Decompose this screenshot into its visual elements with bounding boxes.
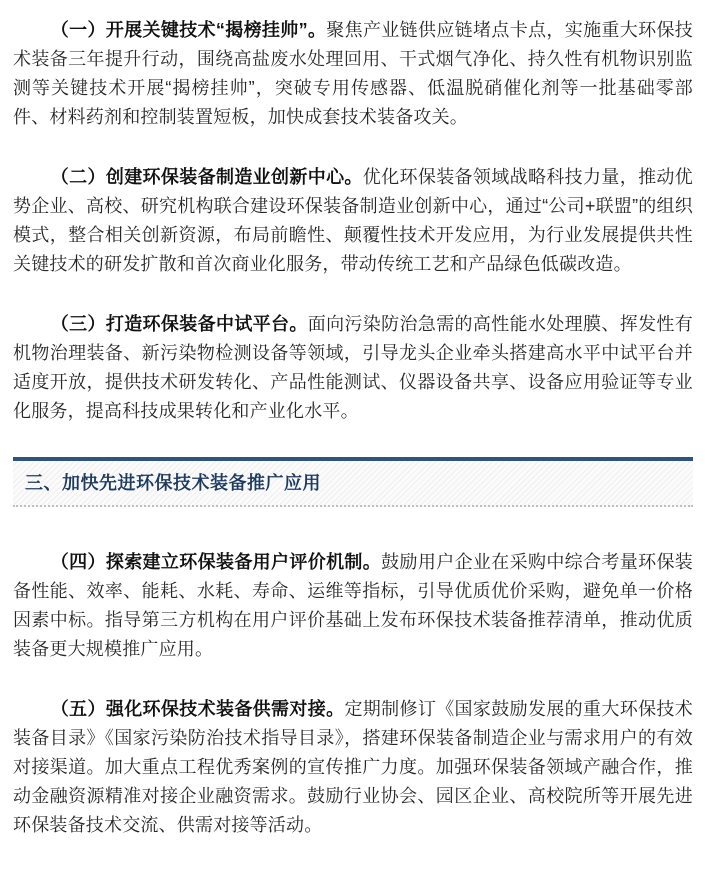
paragraph-item-1 — [13, 16, 693, 132]
paragraph-item-4 — [13, 548, 693, 664]
paragraph-item-5 — [13, 695, 693, 840]
paragraph-text: 聚焦产业链供应链堵点卡点，实施重大环保技术装备三年提升行动，围绕高盐废水处理回用、干式烟气净化、持久性有机物识别监测等关键技术开展“揭榜挂帅”，突破专用传感器、低温脱硝催化剂等一批基础零部件、材料药剂和控制装置短板，加快成套技术装备攻关。 — [13, 20, 693, 127]
paragraph-text: 面向污染防治急需的高性能水处理膜、挥发性有机物治理装备、新污染物检测设备等领域，引导龙头企业牵头搭建高水平中试平台并适度开放，提供技术研发转化、产品性能测试、仪器设备共享、设备应用验证等专业化服务，提高科技成果转化和产业化水平。 — [13, 314, 693, 421]
paragraph-item-3 — [13, 310, 693, 426]
paragraph-lead: （四）探索建立环保装备用户评价机制。 — [50, 552, 382, 572]
paragraph-lead: （一）开展关键技术“揭榜挂帅”。 — [50, 20, 327, 40]
paragraph-lead: （三）打造环保装备中试平台。 — [50, 314, 308, 334]
section-heading-band — [13, 457, 693, 507]
paragraph-text: 鼓励用户企业在采购中综合考量环保装备性能、效率、能耗、水耗、寿命、运维等指标，引导优质优价采购，避免单一价格因素中标。指导第三方机构在用户评价基础上发布环保技术装备推荐清单，推动优质装备更大规模推广应用。 — [13, 552, 693, 659]
paragraph-lead: （五）强化环保技术装备供需对接。 — [50, 699, 345, 719]
section-heading-title: 三、加快先进环保技术装备推广应用 — [25, 473, 321, 493]
paragraph-item-2 — [13, 163, 693, 279]
paragraph-lead: （二）创建环保装备制造业创新中心。 — [50, 167, 363, 187]
paragraph-text: 优化环保装备领域战略科技力量，推动优势企业、高校、研究机构联合建设环保装备制造业创新中心，通过“公司+联盟”的组织模式，整合相关创新资源，布局前瞻性、颠覆性技术开发应用，为行业发展提供共性关键技术的研发扩散和首次商业化服务，带动传统工艺和产品绿色低碳改造。 — [13, 167, 693, 274]
paragraph-text: 定期制修订《国家鼓励发展的重大环保技术装备目录》《国家污染防治技术指导目录》，搭建环保装备制造企业与需求用户的有效对接渠道。加大重点工程优秀案例的宣传推广力度。加强环保装备领域产融合作，推动金融资源精准对接企业融资需求。鼓励行业协会、园区企业、高校院所等开展先进环保装备技术交流、供需对接等活动。 — [13, 699, 693, 835]
